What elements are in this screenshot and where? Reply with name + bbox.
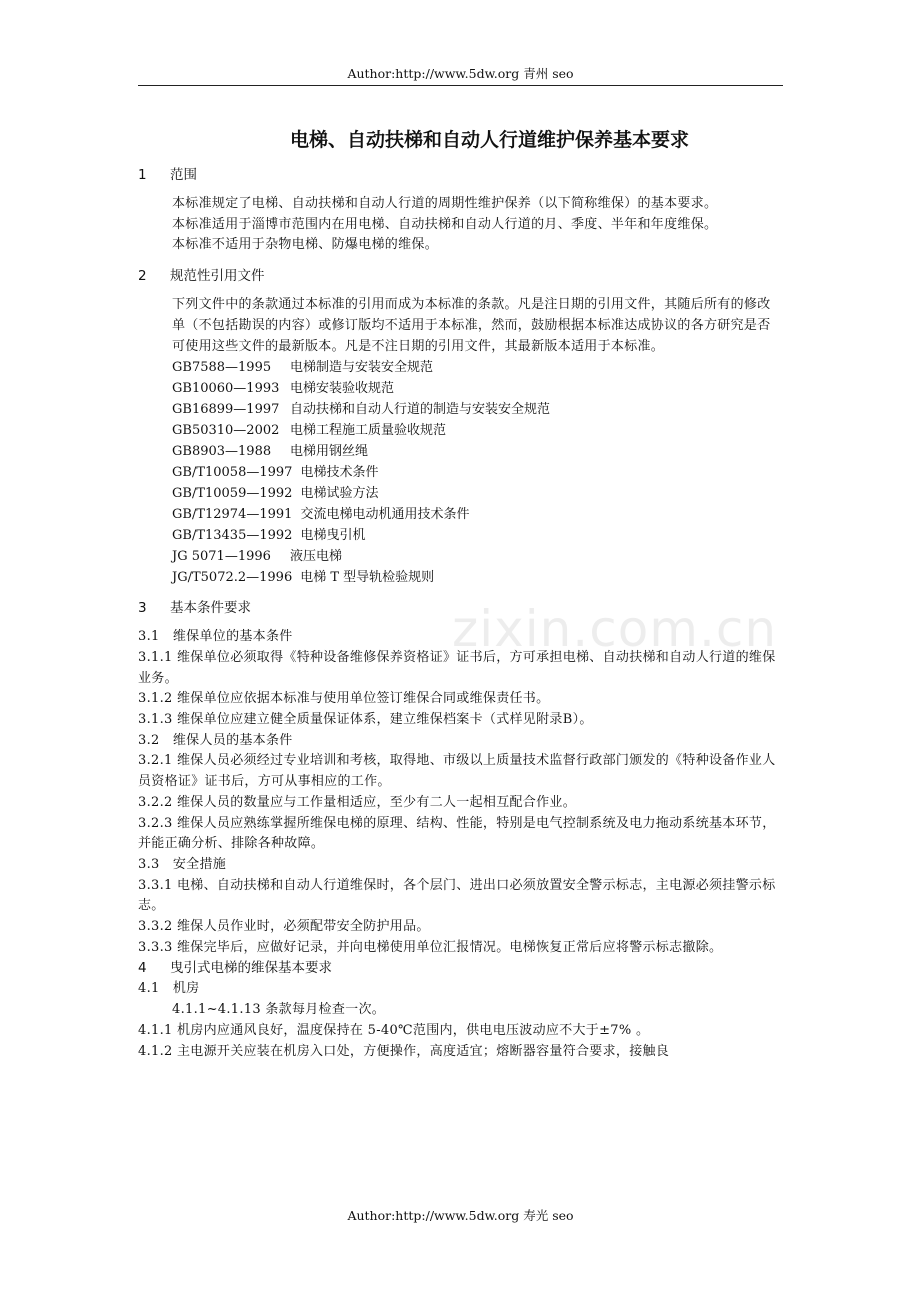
clause: 3.1.1 维保单位必须取得《特种设备维修保养资格证》证书后，方可承担电梯、自动扶梯和自动人行道的维保业务。 [138,649,776,686]
clause: 3.3.2 维保人员作业时，必须配带安全防护用品。 [138,919,430,935]
section-3-heading [138,598,783,619]
reference-item: GB/T12974—1991 交流电梯电动机通用技术条件 [172,507,470,523]
reference-item: GB/T13435—1992 电梯曳引机 [172,528,366,544]
reference-item: GB/T10058—1997 电梯技术条件 [172,465,379,481]
subsection-heading: 3.2 维保人员的基本条件 [138,732,293,748]
clause: 3.2.1 维保人员必须经过专业培训和考核，取得地、市级以上质量技术监督行政部门颁发的《特种设备作业人员资格证》证书后，方可从事相应的工作。 [138,753,776,790]
paragraph: 本标准适用于淄博市范围内在用电梯、自动扶梯和自动人行道的月、季度、半年和年度维保。 [172,216,718,232]
clause: 4.1.2 主电源开关应装在机房入口处，方便操作，高度适宜；熔断器容量符合要求，接触良 [138,1043,670,1059]
document-body [138,125,783,1062]
clause: 3.1.2 维保单位应依据本标准与使用单位签订维保合同或维保责任书。 [138,691,550,707]
watermark: zixin.com.cn [452,600,778,658]
reference-item: JG/T5072.2—1996 电梯 T 型导轨检验规则 [172,570,435,586]
section-title: 曳引式电梯的维保基本要求 [170,960,332,977]
clause: 3.1.3 维保单位应建立健全质量保证体系，建立维保档案卡（式样见附录B）。 [138,712,593,728]
section-title: 基本条件要求 [170,600,251,617]
section-number: 4 [138,960,147,977]
document-title: 电梯、自动扶梯和自动人行道维护保养基本要求 [290,129,690,151]
section-number: 1 [138,167,147,183]
reference-list [138,357,783,588]
subsection-heading: 4.1 机房 [138,981,200,997]
section-1-heading [138,165,783,186]
paragraph: 4.1.1~4.1.13 条款每月检查一次。 [172,1002,386,1018]
reference-item: GB50310—2002 电梯工程施工质量验收规范 [172,423,447,439]
section-4-heading [138,958,783,979]
reference-item: GB7588—1995 电梯制造与安装安全规范 [172,360,434,376]
clause: 3.2.3 维保人员应熟练掌握所维保电梯的原理、结构、性能，特别是电气控制系统及电力拖动系统基本环节，并能正确分析、排除各种故障。 [138,815,776,852]
reference-item: GB8903—1988 电梯用钢丝绳 [172,444,369,460]
paragraph: 下列文件中的条款通过本标准的引用而成为本标准的条款。凡是注日期的引用文件，其随后所有的修改单（不包括勘误的内容）或修订版均不适用于本标准，然而，鼓励根据本标准达成协议的各方研究是否可使用这些文件的最新版本。凡是不注日期的引用文件，其最新版本适用于本标准。 [172,297,771,354]
clause: 3.3.3 维保完毕后，应做好记录，并向电梯使用单位汇报情况。电梯恢复正常后应将警示标志撤除。 [138,939,723,955]
header-divider [138,85,783,86]
clause: 4.1.1 机房内应通风良好，温度保持在 5-40℃范围内，供电电压波动应不大于±7% 。 [138,1022,650,1038]
page-footer: Author:http://www.5dw.org 寿光 seo [347,1208,574,1223]
subsection-heading: 3.3 安全措施 [138,856,227,872]
reference-item: GB16899—1997 自动扶梯和自动人行道的制造与安装安全规范 [172,402,551,418]
clause: 3.2.2 维保人员的数量应与工作量相适应，至少有二人一起相互配合作业。 [138,794,577,810]
section-title: 规范性引用文件 [170,268,265,285]
paragraph: 本标准规定了电梯、自动扶梯和自动人行道的周期性维护保养（以下简称维保）的基本要求。 [172,196,718,211]
page-header: Author:http://www.5dw.org 青州 seo [347,66,574,81]
clause: 3.3.1 电梯、自动扶梯和自动人行道维保时，各个层门、进出口必须放置安全警示标志，主电源必须挂警示标志。 [138,877,776,914]
section-number: 2 [138,268,147,285]
reference-item: GB/T10059—1992 电梯试验方法 [172,486,379,502]
paragraph: 本标准不适用于杂物电梯、防爆电梯的维保。 [172,237,439,253]
section-title: 范围 [170,167,197,183]
section-2-heading [138,266,783,287]
section-number: 3 [138,600,147,617]
reference-item: GB10060—1993 电梯安装验收规范 [172,381,395,397]
subsection-heading: 3.1 维保单位的基本条件 [138,629,293,645]
reference-item: JG 5071—1996 液压电梯 [172,549,343,565]
